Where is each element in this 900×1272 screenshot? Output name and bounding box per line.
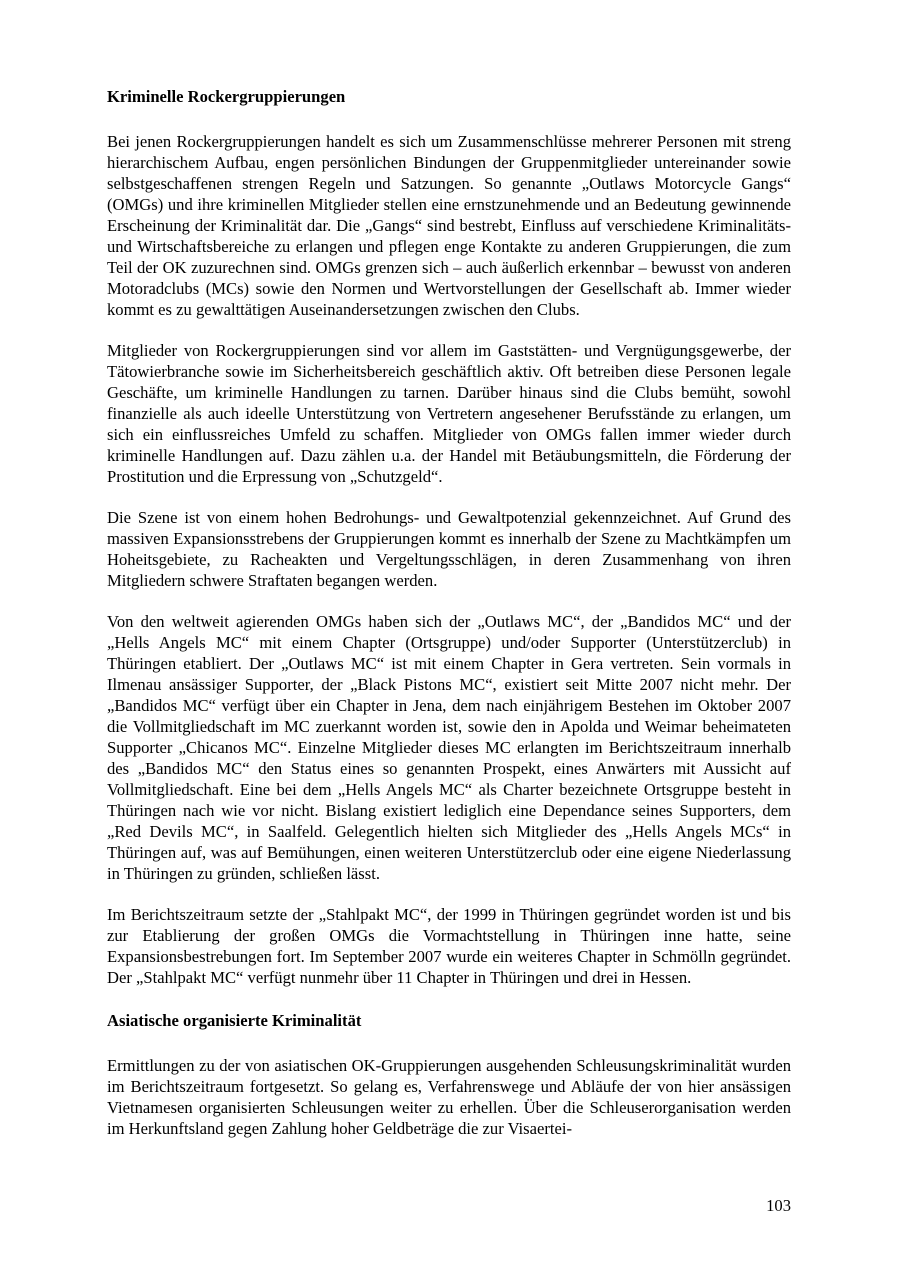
paragraph: Bei jenen Rockergruppierungen handelt es sich um Zusammenschlüsse mehrerer Personen mit streng hierarchischem Aufbau, engen persönlichen Bindungen der Gruppenmitglieder untereinander sowie selbstgeschaffenen strengen Regeln und Satzungen. So genannte „Outlaws Motorcycle Gangs“ (OMGs) und ihre kriminellen Mitglieder stellen eine ernstzunehmende und an Bedeutung gewinnende Erscheinung der Kriminalität dar. Die „Gangs“ sind bestrebt, Einfluss auf verschiedene Kriminalitäts- und Wirtschaftsbereiche zu erlangen und pflegen enge Kontakte zu anderen Gruppierungen, die zum Teil der OK zuzurechnen sind. OMGs grenzen sich – auch äußerlich erkennbar – bewusst von anderen Motoradclubs (MCs) sowie den Normen und Wertvorstellungen der Gesellschaft ab. Immer wieder kommt es zu gewalttätigen Auseinandersetzungen zwischen den Clubs. (107, 132, 791, 319)
paragraph: Ermittlungen zu der von asiatischen OK-Gruppierungen ausgehenden Schleusungskriminalität wurden im Berichtszeitraum fortgesetzt. So gelang es, Verfahrenswege und Abläufe der von hier ansässigen Vietnamesen organisierten Schleusungen weiter zu erhellen. Über die Schleuserorganisation werden im Herkunftsland gegen Zahlung hoher Geldbeträge die zur Visaertei- (107, 1056, 791, 1138)
paragraph: Von den weltweit agierenden OMGs haben sich der „Outlaws MC“, der „Bandidos MC“ und der „Hells Angels MC“ mit einem Chapter (Ortsgruppe) und/oder Supporter (Unterstützerclub) in Thüringen etabliert. Der „Outlaws MC“ ist mit einem Chapter in Gera vertreten. Sein vormals in Ilmenau ansässiger Supporter, der „Black Pistons MC“, existiert seit Mitte 2007 nicht mehr. Der „Bandidos MC“ verfügt über ein Chapter in Jena, dem nach einjährigem Bestehen im Oktober 2007 die Vollmitgliedschaft im MC zuerkannt worden ist, sowie den in Apolda und Weimar beheimateten Supporter „Chicanos MC“. Einzelne Mitglieder dieses MC erlangten im Berichtszeitraum innerhalb des „Bandidos MC“ den Status eines so genannten Prospekt, eines Anwärters mit Aussicht auf Vollmitgliedschaft. Eine bei dem „Hells Angels MC“ als Charter bezeichnete Ortsgruppe besteht in Thüringen nach wie vor nicht. Bislang existiert lediglich eine Dependance seines Supporters, dem „Red Devils MC“, in Saalfeld. Gelegentlich hielten sich Mitglieder des „Hells Angels MCs“ in Thüringen auf, was auf Bemühungen, einen weiteren Unterstützerclub oder eine eigene Niederlassung in Thüringen zu gründen, schließen lässt. (107, 612, 791, 883)
section-heading-asian-crime: Asiatische organisierte Kriminalität (107, 1011, 362, 1030)
paragraph: Im Berichtszeitraum setzte der „Stahlpakt MC“, der 1999 in Thüringen gegründet worden ist und bis zur Etablierung der großen OMGs die Vormachtstellung in Thüringen inne hatte, seine Expansionsbestrebungen fort. Im September 2007 wurde ein weiteres Chapter in Schmölln gegründet. Der „Stahlpakt MC“ verfügt nunmehr über 11 Chapter in Thüringen und drei in Hessen. (107, 905, 791, 987)
section-heading-rocker-groups: Kriminelle Rockergruppierungen (107, 87, 346, 106)
page-number: 103 (766, 1196, 791, 1215)
document-page (107, 84, 791, 1159)
paragraph: Die Szene ist von einem hohen Bedrohungs- und Gewaltpotenzial gekennzeichnet. Auf Grund des massiven Expansionsstrebens der Gruppierungen kommt es innerhalb der Szene zu Machtkämpfen um Hoheitsgebiete, zu Racheakten und Vergeltungsschlägen, in deren Zusammenhang von ihren Mitgliedern schwere Straftaten begangen werden. (107, 508, 791, 590)
paragraph: Mitglieder von Rockergruppierungen sind vor allem im Gaststätten- und Vergnügungsgewerbe, der Tätowierbranche sowie im Sicherheitsbereich geschäftlich aktiv. Oft betreiben diese Personen legale Geschäfte, um kriminelle Handlungen zu tarnen. Darüber hinaus sind die Clubs bemüht, sowohl finanzielle als auch ideelle Unterstützung von Vertretern angesehener Berufsstände zu erlangen, um sich ein einflussreiches Umfeld zu schaffen. Mitglieder von OMGs fallen immer wieder durch kriminelle Handlungen auf. Dazu zählen u.a. der Handel mit Betäubungsmitteln, die Förderung der Prostitution und die Erpressung von „Schutzgeld“. (107, 341, 791, 486)
